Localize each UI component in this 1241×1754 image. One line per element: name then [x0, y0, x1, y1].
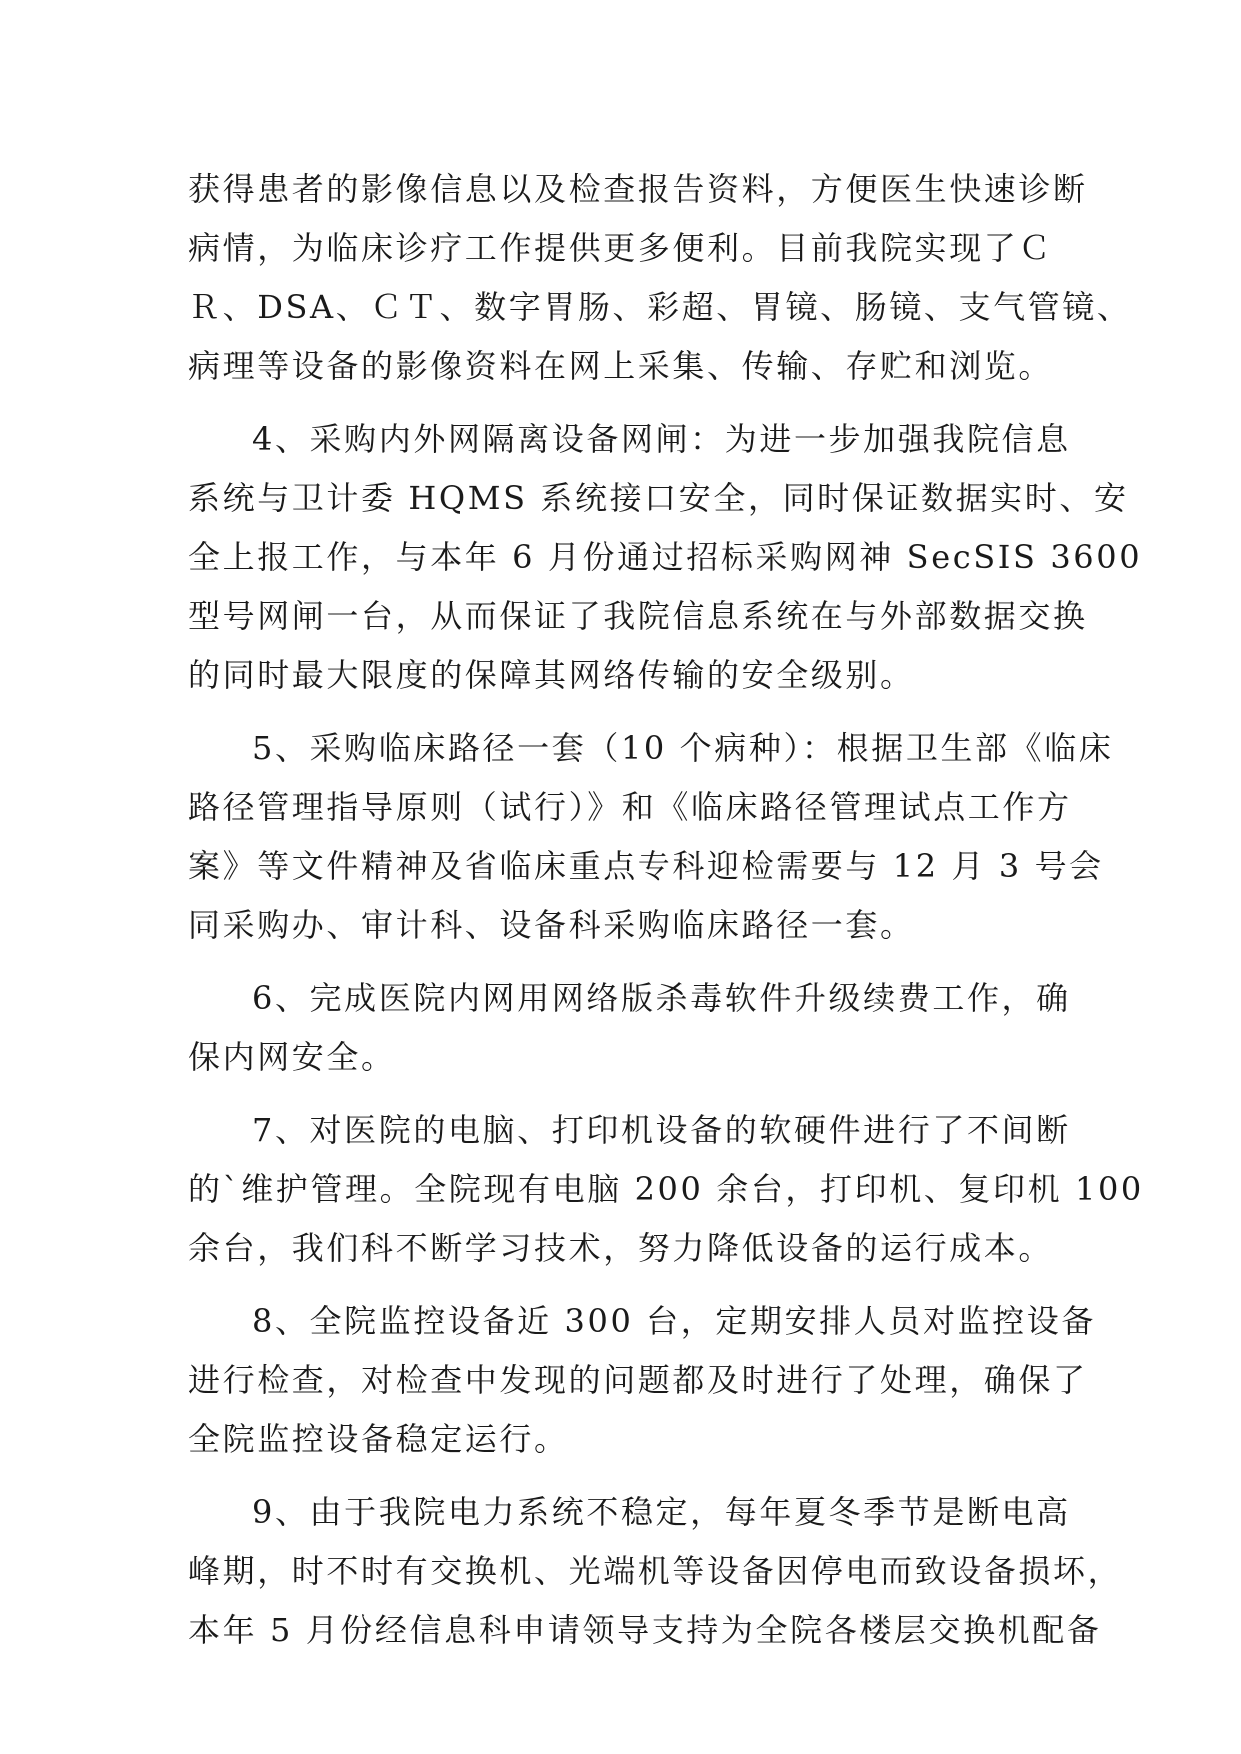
text-line: 系统与卫计委 HQMS 系统接口安全，同时保证数据实时、安: [188, 479, 1129, 517]
text-line: 同采购办、审计科、设备科采购临床路径一套。: [188, 906, 915, 944]
text-line: 型号网闸一台，从而保证了我院信息系统在与外部数据交换: [188, 597, 1088, 635]
text-line: 5、采购临床路径一套（10 个病种）：根据卫生部《临床: [252, 729, 1114, 767]
text-line: 案》等文件精神及省临床重点专科迎检需要与 12 月 3 号会: [188, 847, 1104, 885]
paragraph-gap: [188, 705, 1068, 719]
text-line: 获得患者的影像信息以及检查报告资料，方便医生快速诊断: [188, 170, 1088, 208]
paragraph-item-9-power-system: [188, 1483, 1123, 1660]
text-line: 峰期，时不时有交换机、光端机等设备因停电而致设备损坏，: [188, 1552, 1123, 1590]
paragraph-imaging-system: [188, 160, 1132, 396]
text-line: 进行检查，对检查中发现的问题都及时进行了处理，确保了: [188, 1361, 1088, 1399]
paragraph-item-4-network-gateway: [188, 410, 1143, 705]
text-line: 8、全院监控设备近 300 台，定期安排人员对监控设备: [252, 1302, 1096, 1340]
text-line: 9、由于我院电力系统不稳定，每年夏冬季节是断电高: [252, 1493, 1071, 1531]
paragraph-item-7-maintenance: [188, 1101, 1144, 1278]
paragraph-gap: [188, 1278, 1068, 1292]
paragraph-item-5-clinical-pathway: [188, 719, 1114, 955]
text-line: 的同时最大限度的保障其网络传输的安全级别。: [188, 656, 915, 694]
text-line: 病理等设备的影像资料在网上采集、传输、存贮和浏览。: [188, 347, 1054, 385]
paragraph-gap: [188, 1087, 1068, 1101]
text-line: 本年 5 月份经信息科申请领导支持为全院各楼层交换机配备: [188, 1611, 1102, 1649]
text-line: 的`维护管理。全院现有电脑 200 余台，打印机、复印机 100: [188, 1170, 1144, 1208]
text-line: 病情，为临床诊疗工作提供更多便利。目前我院实现了Ｃ: [188, 229, 1054, 267]
text-line: Ｒ、DSA、ＣＴ、数字胃肠、彩超、胃镜、肠镜、支气管镜、: [188, 288, 1132, 326]
text-line: 保内网安全。: [188, 1038, 396, 1076]
text-line: 路径管理指导原则（试行）》和《临床路径管理试点工作方: [188, 788, 1072, 826]
text-line: 7、对医院的电脑、打印机设备的软硬件进行了不间断: [252, 1111, 1071, 1149]
text-line: 全院监控设备稳定运行。: [188, 1420, 569, 1458]
document-body: [188, 160, 1144, 1660]
text-line: 6、完成医院内网用网络版杀毒软件升级续费工作，确: [252, 979, 1071, 1017]
paragraph-item-8-monitoring: [188, 1292, 1096, 1469]
paragraph-gap: [188, 1469, 1068, 1483]
paragraph-gap: [188, 955, 1068, 969]
text-line: 4、采购内外网隔离设备网闸：为进一步加强我院信息: [252, 420, 1071, 458]
text-line: 全上报工作，与本年 6 月份通过招标采购网神 SecSIS 3600: [188, 538, 1143, 576]
text-line: 余台，我们科不断学习技术，努力降低设备的运行成本。: [188, 1229, 1054, 1267]
paragraph-item-6-antivirus: [188, 969, 1071, 1087]
paragraph-gap: [188, 396, 1068, 410]
